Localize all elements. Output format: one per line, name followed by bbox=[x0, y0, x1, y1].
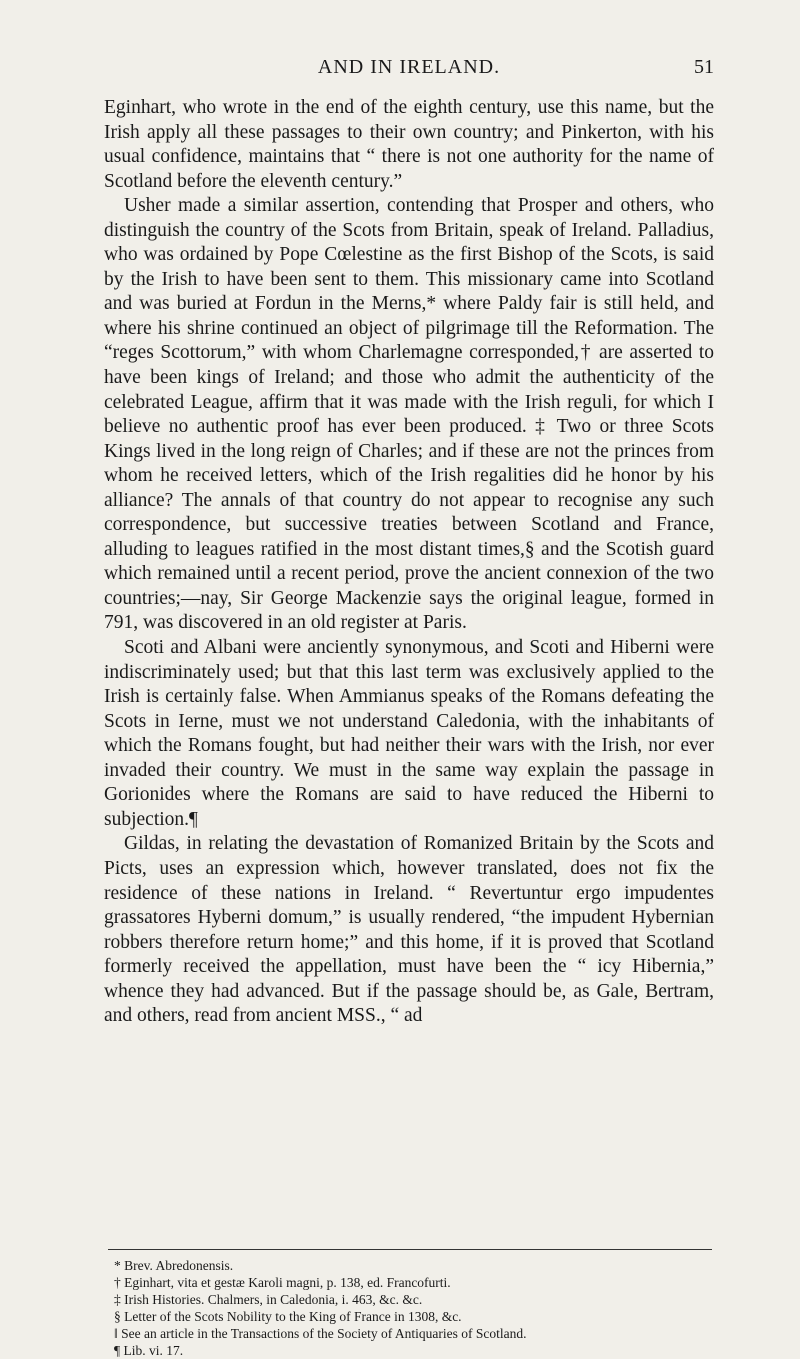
footnotes bbox=[108, 1257, 712, 1359]
paragraph-1: Eginhart, who wrote in the end of the eighth century, use this name, but the Irish apply all these passages to their own country; and Pinkerton, with his usual confidence, maintains that “ there is not one authority for the name of Scotland before the eleventh century.” bbox=[104, 97, 714, 192]
running-header bbox=[104, 52, 714, 82]
body-text bbox=[104, 96, 714, 1029]
paragraph-4: Gildas, in relating the devastation of Romanized Britain by the Scots and Picts, uses an expression which, however translated, does not fix the residence of these nations in Ireland. “ Revertuntur ergo impudentes grassatores Hyberni domum,” is usually rendered, “the impudent Hybernian robbers therefore return home;” and this home, if it is proved that Scotland formerly received the appellation, must have been the “ icy Hibernia,” whence they had advanced. But if the passage should be, as Gale, Bertram, and others, read from ancient MSS., “ ad bbox=[104, 833, 714, 1027]
footnote-3: ‡ Irish Histories. Chalmers, in Caledonia, i. 463, &c. &c. bbox=[114, 1292, 423, 1307]
footnote-1: * Brev. Abredonensis. bbox=[114, 1258, 234, 1273]
footnote-6: ¶ Lib. vi. 17. bbox=[114, 1343, 184, 1358]
footnote-5: ‖ See an article in the Transactions of the Society of Antiquaries of Scotland. bbox=[114, 1326, 527, 1341]
running-title: AND IN IRELAND. bbox=[317, 56, 501, 78]
paragraph-3: Scoti and Albani were anciently synonymous, and Scoti and Hiberni were indiscriminately used; but that this last term was exclusively applied to the Irish is certainly false. When Ammianus speaks of the Romans defeating the Scots in Ierne, must we not understand Caledonia, with the inhabitants of which the Romans fought, but had neither their wars with the Irish, nor ever invaded their country. We must in the same way explain the passage in Gorionides where the Romans are said to have reduced the Hiberni to subjection.¶ bbox=[104, 637, 714, 830]
page-number: 51 bbox=[694, 56, 714, 78]
footnote-2: † Eginhart, vita et gestæ Karoli magni, p. 138, ed. Francofurti. bbox=[114, 1275, 451, 1290]
footnote-4: § Letter of the Scots Nobility to the King of France in 1308, &c. bbox=[114, 1309, 462, 1324]
paragraph-2: Usher made a similar assertion, contending that Prosper and others, who distinguish the country of the Scots from Britain, speak of Ireland. Palladius, who was ordained by Pope Cœlestine as the first Bishop of the Scots, is said by the Irish to have been sent to them. This missionary came into Scotland and was buried at Fordun in the Merns,* where Paldy fair is still held, and where his shrine continued an object of pilgrimage till the Reformation. The “reges Scottorum,” with whom Charlemagne corresponded,† are asserted to have been kings of Ireland; and those who admit the authenticity of the celebrated League, affirm that it was made with the Irish reguli, for which I believe no authentic proof has ever been produced. ‡ Two or three Scots Kings lived in the long reign of Charles; and if these are not the princes from whom he received letters, which of the Irish regalities did he honor by his alliance? The annals of that country do not appear to recognise any such correspondence, but successive treaties between Scotland and France, alluding to leagues ratified in the most distant times,§ and the Scotish guard which remained until a recent period, prove the ancient connexion of the two countries;—nay, Sir George Mackenzie says the original league, formed in 791, was discovered in an old register at Paris. bbox=[104, 195, 714, 634]
footnote-divider bbox=[108, 1249, 712, 1250]
